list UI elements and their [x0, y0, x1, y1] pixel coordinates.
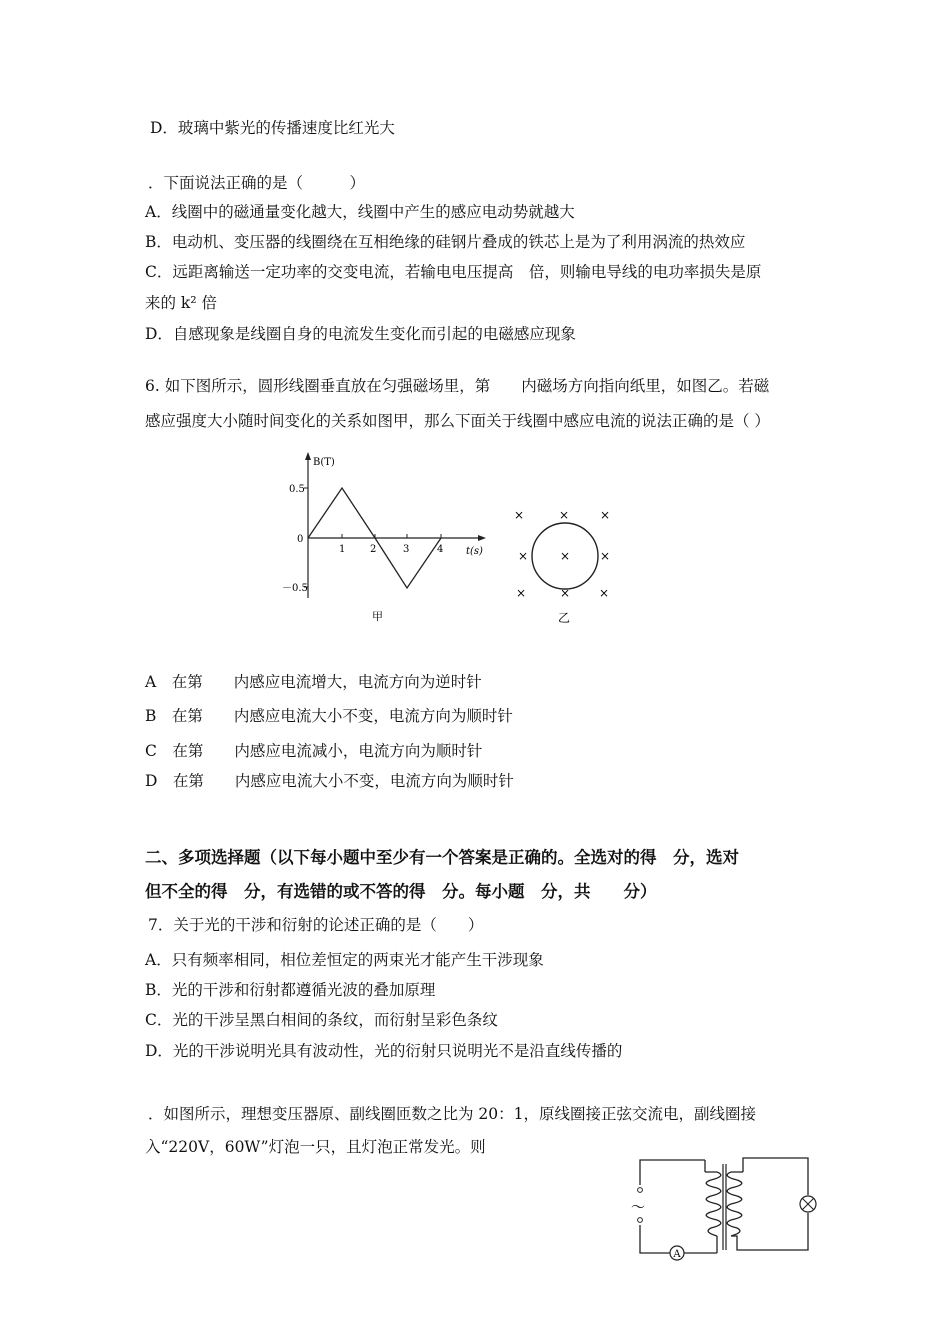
q6-option-d: D 在第 内感应电流大小不变，电流方向为顺时针	[145, 772, 514, 790]
q6-stem-line1: 6. 如下图所示，圆形线圈垂直放在匀强磁场里，第 内磁场方向指向纸里，如图乙。若磁	[145, 377, 770, 395]
section2-heading-line2: 但不全的得 分，有选错的或不答的得 分。每小题 分，共 分）	[145, 882, 657, 901]
field-cross-mark: ×	[599, 549, 611, 563]
q7-option-d: D．光的干涉说明光具有波动性，光的衍射只说明光不是沿直线传播的	[145, 1042, 623, 1060]
q5-stem: ．下面说法正确的是（ ）	[148, 174, 366, 192]
q5-option-d: D．自感现象是线圈自身的电流发生变化而引起的电磁感应现象	[145, 325, 576, 343]
transformer-circuit-diagram	[625, 1150, 825, 1265]
field-cross-mark: ×	[598, 586, 610, 600]
ac-source-symbol: ～	[631, 1200, 645, 1216]
q4-option-d: D．玻璃中紫光的传播速度比红光大	[150, 119, 395, 137]
field-cross-mark: ×	[599, 508, 611, 522]
primary-coil	[705, 1172, 721, 1236]
secondary-coil	[727, 1172, 743, 1236]
q7-stem: 7．关于光的干涉和衍射的论述正确的是（ ）	[148, 916, 484, 934]
q7-option-a: A．只有频率相同，相位差恒定的两束光才能产生干涉现象	[145, 951, 544, 969]
figure-yi-coil-diagram	[505, 498, 630, 628]
field-cross-mark: ×	[559, 586, 571, 600]
jia-xlabel: t(s)	[466, 546, 483, 557]
q8-stem-line2: 入“220V，60W”灯泡一只，且灯泡正常发光。则	[145, 1138, 486, 1156]
yi-caption: 乙	[558, 611, 571, 625]
jia-ytick-neg: －0.5	[282, 583, 308, 594]
q7-option-b: B．光的干涉和衍射都遵循光波的叠加原理	[145, 981, 436, 999]
section2-heading-line1: 二、多项选择题（以下每小题中至少有一个答案是正确的。全选对的得 分，选对	[145, 848, 739, 867]
q6-option-a: A 在第 内感应电流增大，电流方向为逆时针	[145, 673, 482, 691]
q8-stem-line1: ．如图所示，理想变压器原、副线圈匝数之比为 20：1，原线圈接正弦交流电，副线圈接	[148, 1105, 757, 1123]
q6-stem-line2: 感应强度大小随时间变化的关系如图甲，那么下面关于线圈中感应电流的说法正确的是（ ）	[145, 412, 770, 430]
jia-xtick-3: 3	[403, 544, 410, 555]
jia-xtick-1: 1	[339, 544, 346, 555]
q6-option-c: C 在第 内感应电流减小，电流方向为顺时针	[145, 742, 483, 760]
figure-jia-bt-graph	[270, 448, 495, 628]
field-cross-mark: ×	[517, 549, 529, 563]
q5-option-c-line2: 来的 k² 倍	[145, 294, 217, 312]
jia-xtick-4: 4	[437, 544, 444, 555]
q6-option-b: B 在第 内感应电流大小不变，电流方向为顺时针	[145, 707, 513, 725]
jia-ytick-zero: 0	[297, 534, 304, 545]
field-cross-mark: ×	[513, 508, 525, 522]
q5-option-b: B．电动机、变压器的线圈绕在互相绝缘的硅钢片叠成的铁芯上是为了利用涡流的热效应	[145, 233, 746, 251]
q7-option-c: C．光的干涉呈黑白相间的条纹，而衍射呈彩色条纹	[145, 1011, 498, 1029]
ammeter-label: A	[673, 1249, 681, 1260]
field-cross-mark: ×	[558, 508, 570, 522]
jia-ytick-pos: 0.5	[289, 484, 305, 495]
jia-caption: 甲	[372, 610, 383, 623]
jia-ylabel: B(T)	[313, 457, 335, 468]
field-cross-mark: ×	[515, 586, 527, 600]
jia-xtick-2: 2	[370, 544, 377, 555]
field-cross-mark: ×	[559, 549, 571, 563]
q5-option-a: A．线圈中的磁通量变化越大，线圈中产生的感应电动势就越大	[145, 203, 575, 221]
q5-option-c-line1: C．远距离输送一定功率的交变电流，若输电电压提高 倍，则输电导线的电功率损失是原	[145, 263, 762, 281]
